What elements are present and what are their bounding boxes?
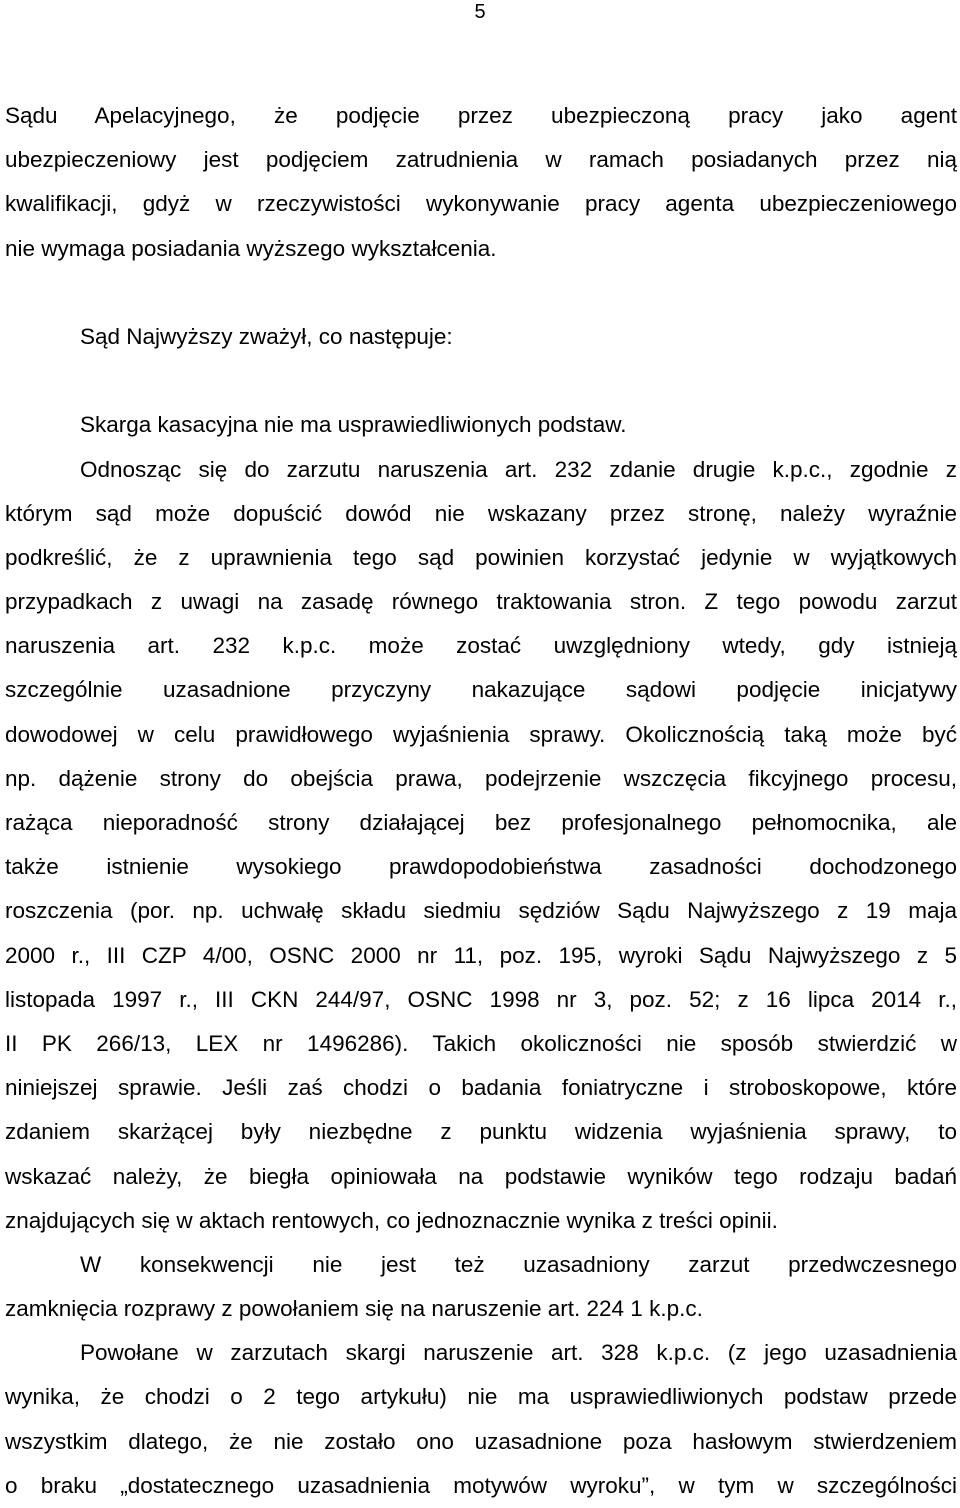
text-line: wskazać należy, że biegła opiniowała na podstawie wyników tego rodzaju badań [5, 1163, 957, 1189]
text-line: np. dążenie strony do obejścia prawa, podejrzenie wszczęcia fikcyjnego procesu, [5, 765, 957, 791]
paragraph-4 [5, 1243, 957, 1331]
text-line: znajdujących się w aktach rentowych, co jednoznacznie wynika z treści opinii. [5, 1207, 778, 1233]
paragraph-5 [5, 1331, 957, 1508]
spacer [5, 359, 957, 403]
text-line: naruszenia art. 232 k.p.c. może zostać uwzględniony wtedy, gdy istnieją [5, 633, 957, 659]
text-line: kwalifikacji, gdyż w rzeczywistości wykonywanie pracy agenta ubezpieczeniowego [5, 191, 957, 217]
text-line: Odnosząc się do zarzutu naruszenia art. 232 zdanie drugie k.p.c., zgodnie z [80, 456, 957, 482]
text-line: Skarga kasacyjna nie ma usprawiedliwionych podstaw. [80, 412, 627, 438]
text-line: 2000 r., III CZP 4/00, OSNC 2000 nr 11, poz. 195, wyroki Sądu Najwyższego z 5 [5, 942, 957, 968]
text-line: ubezpieczeniowy jest podjęciem zatrudnienia w ramach posiadanych przez nią [5, 147, 957, 173]
text-line: dowodowej w celu prawidłowego wyjaśnienia sprawy. Okolicznością taką może być [5, 721, 957, 747]
text-line: II PK 266/13, LEX nr 1496286). Takich okoliczności nie sposób stwierdzić w [5, 1030, 957, 1056]
text-line: W konsekwencji nie jest też uzasadniony zarzut przedwczesnego [80, 1251, 957, 1277]
paragraph-1 [5, 94, 957, 271]
paragraph-3 [5, 403, 957, 1243]
text-line: także istnienie wysokiego prawdopodobieństwa zasadności dochodzonego [5, 854, 957, 880]
text-line: niniejszej sprawie. Jeśli zaś chodzi o badania foniatryczne i stroboskopowe, które [5, 1075, 957, 1101]
text-line: Sąd Najwyższy zważył, co następuje: [80, 323, 453, 349]
text-line: listopada 1997 r., III CKN 244/97, OSNC 1998 nr 3, poz. 52; z 16 lipca 2014 r., [5, 986, 957, 1012]
text-line: rażąca nieporadność strony działającej bez profesjonalnego pełnomocnika, ale [5, 810, 957, 835]
text-line: wszystkim dlatego, że nie zostało ono uzasadnione poza hasłowym stwierdzeniem [5, 1428, 957, 1454]
page-number: 5 [474, 1, 486, 23]
text-line: zamknięcia rozprawy z powołaniem się na naruszenie art. 224 1 k.p.c. [5, 1296, 703, 1322]
document-body [5, 94, 957, 1508]
text-line: zdaniem skarżącej były niezbędne z punktu widzenia wyjaśnienia sprawy, to [5, 1119, 957, 1145]
text-line: szczególnie uzasadnione przyczyny nakazujące sądowi podjęcie inicjatywy [5, 677, 957, 703]
text-line: wynika, że chodzi o 2 tego artykułu) nie ma usprawiedliwionych podstaw przede [5, 1384, 957, 1410]
text-line: nie wymaga posiadania wyższego wykształcenia. [5, 235, 497, 261]
text-line: podkreślić, że z uprawnienia tego sąd powinien korzystać jedynie w wyjątkowych [5, 544, 957, 570]
text-line: roszczenia (por. np. uchwałę składu siedmiu sędziów Sądu Najwyższego z 19 maja [5, 898, 957, 924]
text-line: przypadkach z uwagi na zasadę równego traktowania stron. Z tego powodu zarzut [5, 589, 957, 615]
text-line: którym sąd może dopuścić dowód nie wskazany przez stronę, należy wyraźnie [5, 500, 957, 526]
paragraph-2 [5, 315, 957, 359]
text-line: Sądu Apelacyjnego, że podjęcie przez ubezpieczoną pracy jako agent [5, 103, 957, 128]
text-line: Powołane w zarzutach skargi naruszenie art. 328 k.p.c. (z jego uzasadnienia [80, 1340, 957, 1366]
text-line: o braku „dostatecznego uzasadnienia motywów wyroku”, w tym w szczególności [5, 1472, 957, 1498]
spacer [5, 271, 957, 315]
